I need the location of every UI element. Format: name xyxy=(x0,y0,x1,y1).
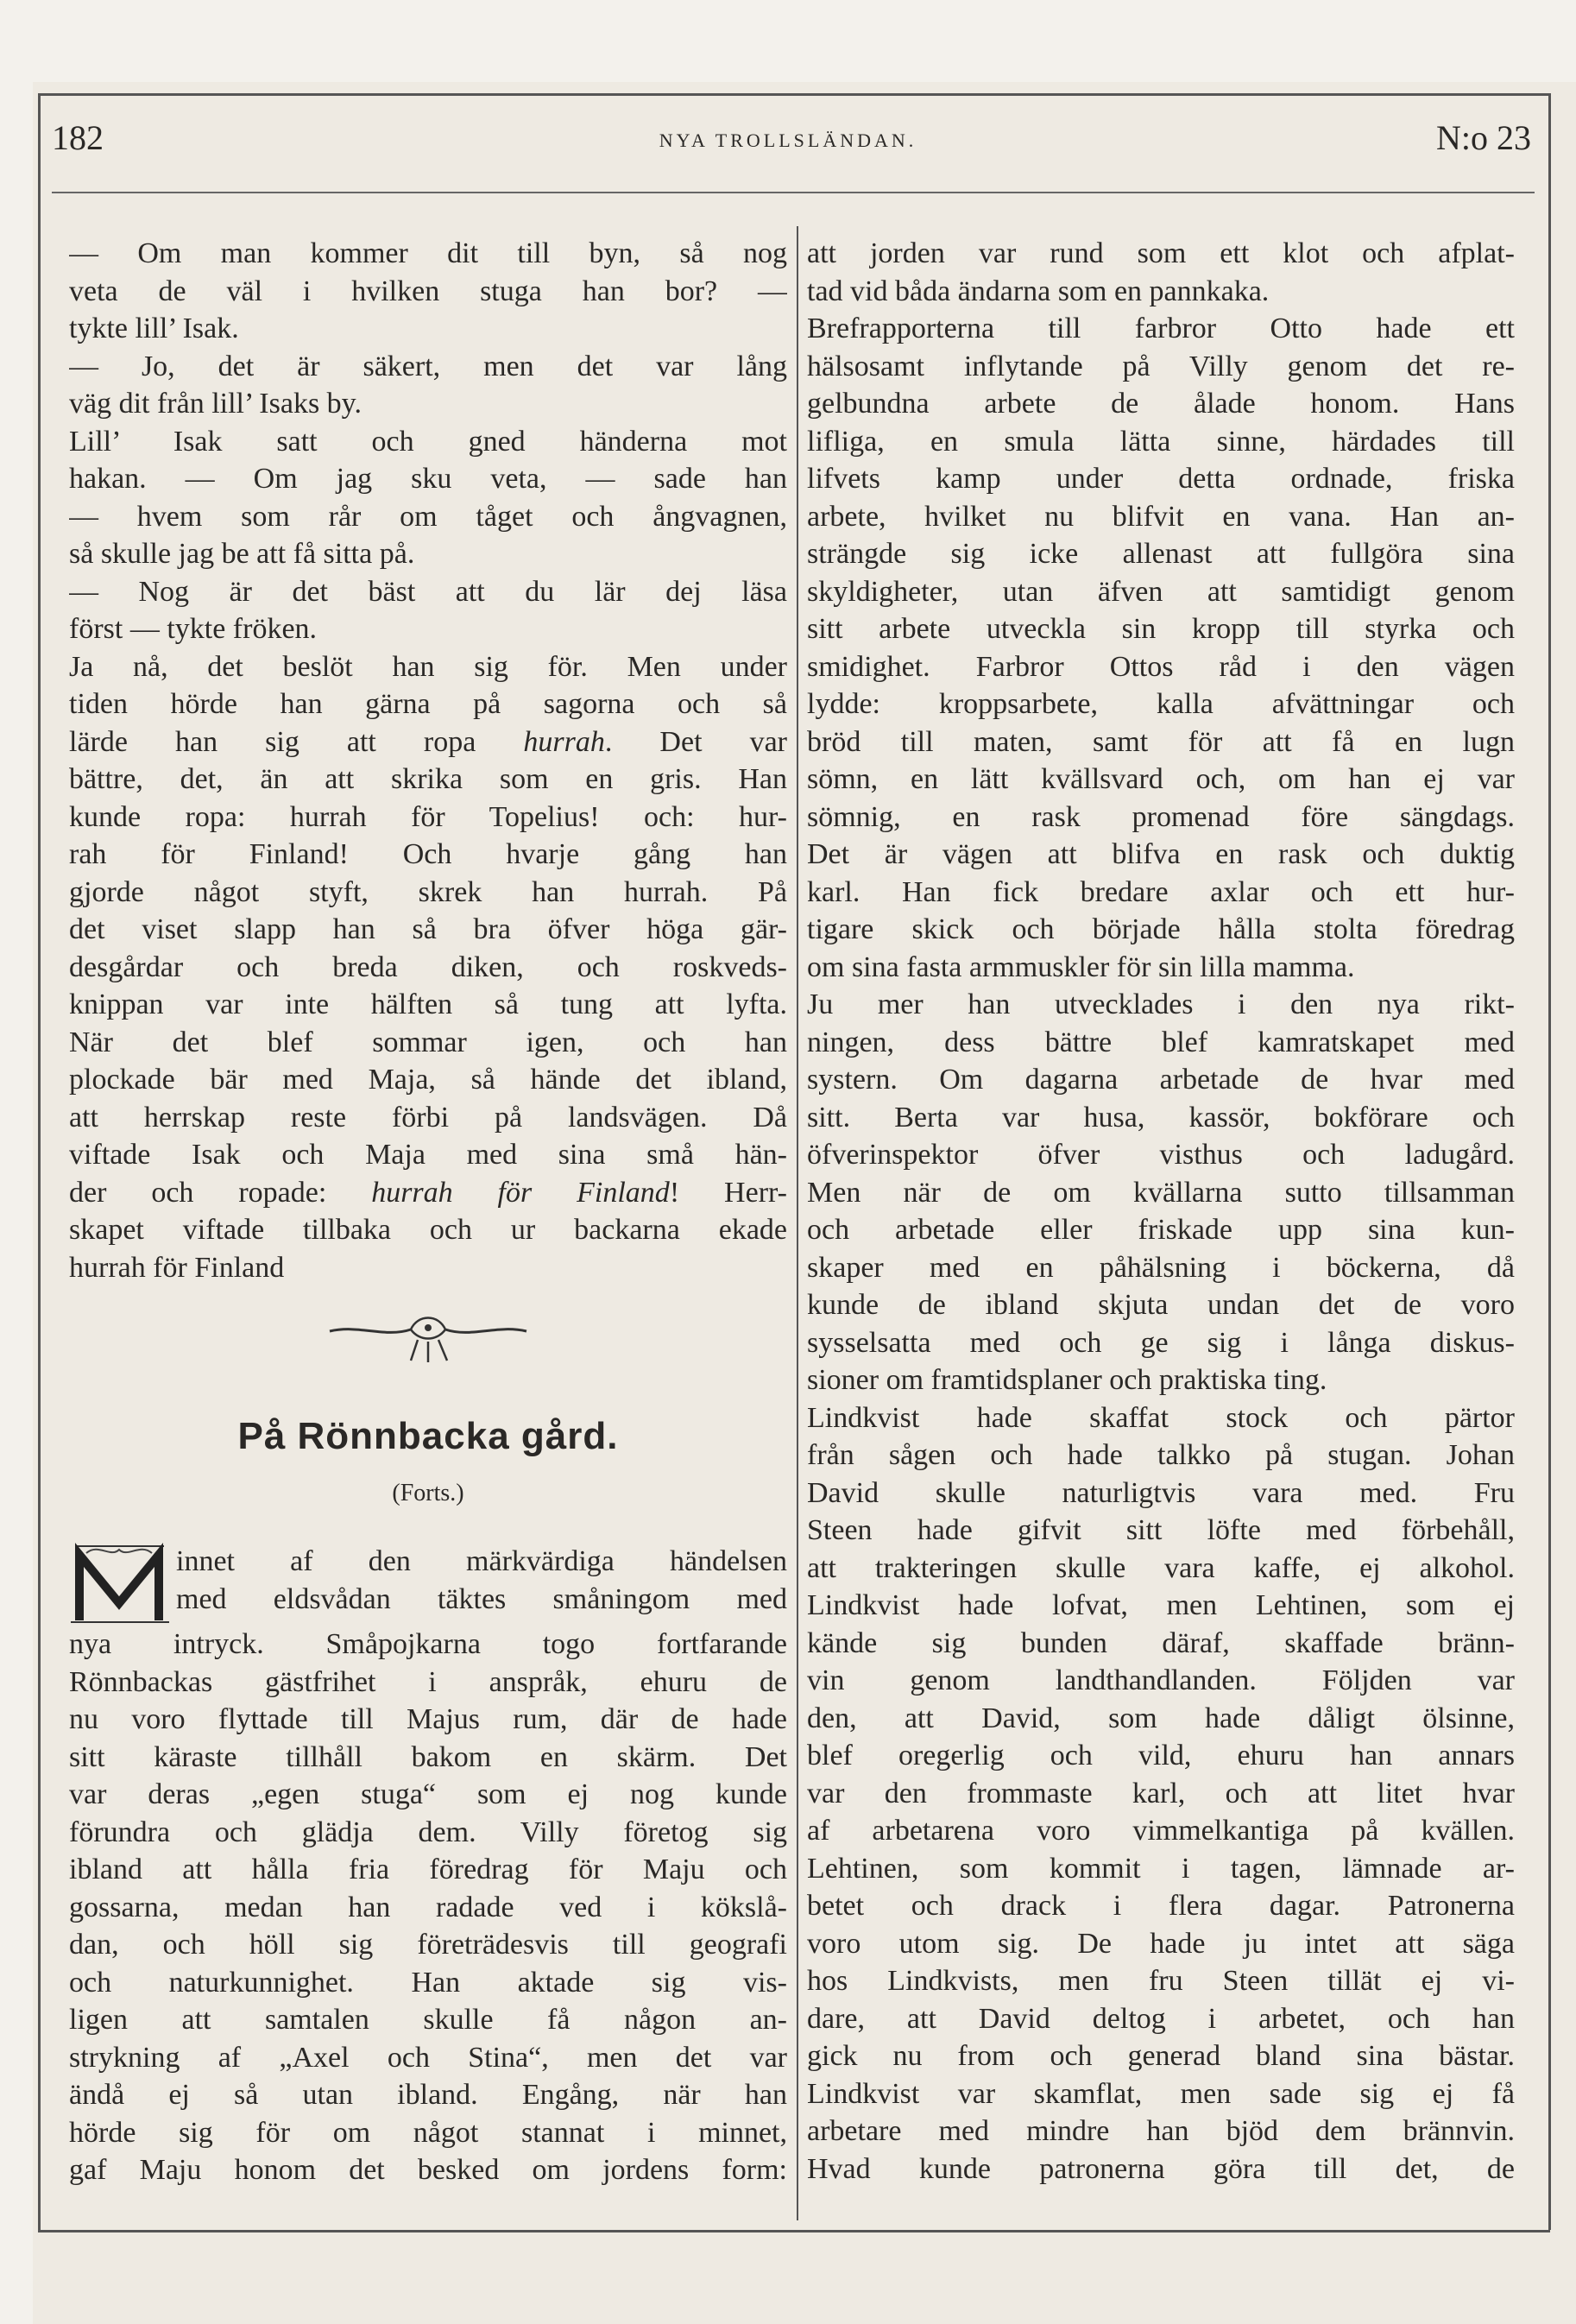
text-line: Lehtinen, som kommit i tagen, lämnade ar- xyxy=(807,1852,1515,1885)
text-line: tad vid båda ändarna som en pannkaka. xyxy=(807,275,1270,307)
text-line: först — tykte fröken. xyxy=(69,613,318,645)
page-number: 182 xyxy=(52,118,104,157)
text-line: ibland att hålla fria föredrag för Maju och xyxy=(69,1854,787,1885)
text-line: kunde de ibland skjuta undan det de voro xyxy=(807,1289,1515,1321)
text-line: Men när de om kvällarna sutto tillsamman xyxy=(807,1176,1515,1209)
text-line: så skulle jag be att få sitta på. xyxy=(69,538,415,570)
text-line: gjorde något styft, skrek han hurrah. På xyxy=(69,875,787,908)
text-line: viftade Isak och Maja med sina små hän- xyxy=(69,1139,787,1171)
article-intro xyxy=(69,1543,787,2189)
right-column xyxy=(807,235,1515,2188)
text-line: systern. Om dagarna arbetade de hvar med xyxy=(807,1064,1515,1096)
text-line: nya intryck. Småpojkarna togo fortfarande xyxy=(69,1628,787,1660)
text-line: Lindkvist hade lofvat, men Lehtinen, som ej xyxy=(807,1589,1515,1621)
text-line: arbete, hvilket nu blifvit en vana. Han an- xyxy=(807,500,1515,533)
text-line: När det blef sommar igen, och han xyxy=(69,1026,787,1058)
page-margin-left xyxy=(0,0,33,2324)
article-subtitle: (Forts.) xyxy=(392,1479,464,1506)
text-line: den, att David, som hade dåligt ölsinne, xyxy=(807,1702,1515,1734)
story-continuation xyxy=(69,235,787,1286)
text-line: af arbetarena voro vimmelkantiga på kvällen. xyxy=(807,1815,1515,1847)
text-line: Ju mer han utvecklades i den nya rikt- xyxy=(807,988,1515,1020)
text-line: och naturkunnighet. Han aktade sig vis- xyxy=(69,1966,787,1999)
text-line: kunde ropa: hurrah för Topelius! och: hur- xyxy=(69,800,787,833)
text-line: ligen att samtalen skulle få någon an- xyxy=(69,2004,787,2036)
text-line: sitt arbete utveckla sin kropp till styrka och xyxy=(807,613,1515,645)
text-line: Rönnbackas gästfrihet i anspråk, ehuru de xyxy=(69,1665,787,1698)
text-line: gelbundna arbete de ålade honom. Hans xyxy=(807,388,1515,420)
text-line: gick nu from och generad bland sina bästar. xyxy=(807,2040,1515,2072)
text-line: Lill’ Isak satt och gned händerna mot xyxy=(69,425,787,458)
dropcap-lines xyxy=(69,1543,787,1618)
text-line: nu voro flyttade till Majus rum, där de hade xyxy=(69,1703,787,1735)
text-line: skyldigheter, utan äfven att samtidigt genom xyxy=(807,575,1515,608)
text-line: betet och drack i flera dagar. Patronerna xyxy=(807,1890,1515,1922)
text-line: lifliga, en smula lätta sinne, härdades till xyxy=(807,425,1515,458)
text-line: det viset slapp han så bra öfver höga gär- xyxy=(69,913,787,945)
text-line: veta de väl i hvilken stuga han bor? — xyxy=(69,275,787,307)
text-line: bättre, det, än att skrika som en gris. Han xyxy=(69,763,787,795)
text-line: var den frommaste karl, och att litet hvar xyxy=(807,1777,1515,1809)
text-line: sysselsatta med och ge sig i långa diskus- xyxy=(807,1326,1515,1359)
text-line: hurrah för Finland xyxy=(69,1251,285,1284)
text-line: — Nog är det bäst att du lär dej läsa xyxy=(69,575,787,608)
issue-number: N:o 23 xyxy=(1436,118,1531,157)
text-line: Lindkvist var skamflat, men sade sig ej få xyxy=(807,2077,1515,2110)
text-line: med eldsvådan täktes småningom med xyxy=(176,1582,787,1615)
text-line: skapet viftade tillbaka och ur backarna ekade xyxy=(69,1214,787,1246)
text-line: och arbetade eller friskade upp sina kun- xyxy=(807,1214,1515,1246)
text-line: — Jo, det är säkert, men det var lång xyxy=(69,350,787,382)
text-line: gossarna, medan han radade ved i kökslå- xyxy=(69,1891,787,1923)
ornament-icon xyxy=(325,1305,532,1366)
article-body xyxy=(69,1626,787,2189)
text-line: strykning af „Axel och Stina“, men det var xyxy=(69,2041,787,2074)
text-line: — Om man kommer dit till byn, så nog xyxy=(69,237,787,269)
text-line: vin genom landthandlanden. Följden var xyxy=(807,1664,1515,1696)
text-line: tiden hörde han gärna på sagorna och så xyxy=(69,688,787,720)
text-line: bröd till maten, samt för att få en lugn xyxy=(807,725,1515,758)
text-line: knippan var inte hälften så tung att lyfta. xyxy=(69,988,787,1020)
frame-rule-bottom xyxy=(38,2230,1550,2232)
article-title: På Rönnbacka gård. xyxy=(237,1415,619,1457)
left-column xyxy=(69,235,787,2189)
text-line: att herrskap reste förbi på landsvägen. Då xyxy=(69,1101,787,1134)
text-line: att jorden var rund som ett klot och afplat- xyxy=(807,237,1515,269)
text-line: arbetare med mindre han bjöd dem brännvin. xyxy=(807,2115,1515,2147)
text-line: innet af den märkvärdiga händelsen xyxy=(176,1545,787,1577)
text-line: var deras „egen stuga“ som ej nog kunde xyxy=(69,1778,787,1810)
text-line: sitt. Berta var husa, kassör, bokförare och xyxy=(807,1101,1515,1134)
frame-rule-right xyxy=(1548,93,1551,2230)
text-line: Brefrapporterna till farbror Otto hade ett xyxy=(807,313,1515,344)
text-line: hörde sig för om något stannat i minnet, xyxy=(69,2116,787,2149)
text-line: sitt käraste tillhåll bakom en skärm. Det xyxy=(69,1740,787,1773)
text-line: blef oregerlig och vild, ehuru han annars xyxy=(807,1740,1515,1771)
frame-rule-top xyxy=(38,93,1550,96)
text-line: lydde: kroppsarbete, kalla afvättningar och xyxy=(807,688,1515,720)
text-line: dare, att David deltog i arbetet, och han xyxy=(807,2002,1515,2035)
running-title: NYA TROLLSLÄNDAN. xyxy=(659,129,917,151)
text-line: der och ropade: hurrah för Finland! Herr- xyxy=(69,1176,787,1209)
text-line: kände sig bunden däraf, skaffade bränn- xyxy=(807,1626,1515,1659)
frame-rule-left xyxy=(38,93,41,2230)
text-line: desgårdar och breda diken, och roskveds- xyxy=(69,950,787,983)
text-line: lärde han sig att ropa hurrah. Det var xyxy=(69,725,787,758)
text-line: smidighet. Farbror Ottos råd i den vägen xyxy=(807,650,1515,683)
text-line: Steen hade gifvit sitt löfte med förbehåll, xyxy=(807,1514,1515,1546)
text-line: sömn, en lätt kvällsvard och, om han ej var xyxy=(807,763,1515,795)
text-line: Lindkvist hade skaffat stock och pärtor xyxy=(807,1401,1515,1434)
text-line: att trakteringen skulle vara kaffe, ej alkohol. xyxy=(807,1551,1515,1584)
text-line: hos Lindkvists, men fru Steen tillät ej vi- xyxy=(807,1965,1515,1997)
page-margin-top xyxy=(0,0,1576,82)
text-line: Hvad kunde patronerna göra till det, de xyxy=(807,2152,1515,2185)
text-line: hälsosamt inflytande på Villy genom det re- xyxy=(807,350,1515,382)
text-line: rah för Finland! Och hvarje gång han xyxy=(69,838,787,870)
text-line: sioner om framtidsplaner och praktiska ting. xyxy=(807,1364,1327,1396)
text-line: Ja nå, det beslöt han sig för. Men under xyxy=(69,650,787,683)
text-line: plockade bär med Maja, så hände det ibland, xyxy=(69,1064,787,1096)
dropcap-m-icon xyxy=(69,1543,171,1626)
article-body-continued xyxy=(807,235,1515,2188)
text-line: voro utom sig. De hade ju intet att säga xyxy=(807,1927,1515,1960)
header-rule xyxy=(52,192,1535,193)
text-line: David skulle naturligtvis vara med. Fru xyxy=(807,1476,1515,1509)
text-line: öfverinspektor öfver visthus och ladugård. xyxy=(807,1139,1515,1171)
text-line: Det är vägen att blifva en rask och duktig xyxy=(807,838,1515,870)
text-line: lifvets kamp under detta ordnade, friska xyxy=(807,463,1515,495)
text-line: dan, och höll sig företrädesvis till geografi xyxy=(69,1929,787,1961)
text-line: gaf Maju honom det besked om jordens form: xyxy=(69,2154,787,2186)
text-line: — hvem som rår om tåget och ångvagnen, xyxy=(69,500,787,533)
text-line: tykte lill’ Isak. xyxy=(69,313,239,344)
text-line: från sågen och hade talkko på stugan. Johan xyxy=(807,1439,1515,1471)
text-line: om sina fasta armmuskler för sin lilla mamma. xyxy=(807,950,1355,983)
text-line: strängde sig icke allenast att fullgöra sina xyxy=(807,538,1515,570)
text-line: väg dit från lill’ Isaks by. xyxy=(69,388,362,420)
text-line: förundra och glädja dem. Villy företog sig xyxy=(69,1816,787,1848)
column-divider xyxy=(797,226,798,2220)
text-line: tigare skick och började hålla stolta föredrag xyxy=(807,913,1515,945)
text-line: ningen, dess bättre blef kamratskapet med xyxy=(807,1026,1515,1058)
text-line: karl. Han fick bredare axlar och ett hur- xyxy=(807,875,1515,908)
text-line: sömnig, en rask promenad före sängdags. xyxy=(807,800,1515,833)
text-line: ändå ej så utan ibland. Engång, när han xyxy=(69,2079,787,2111)
text-line: hakan. — Om jag sku veta, — sade han xyxy=(69,463,787,495)
text-line: skaper med en påhälsning i böckerna, då xyxy=(807,1251,1515,1284)
